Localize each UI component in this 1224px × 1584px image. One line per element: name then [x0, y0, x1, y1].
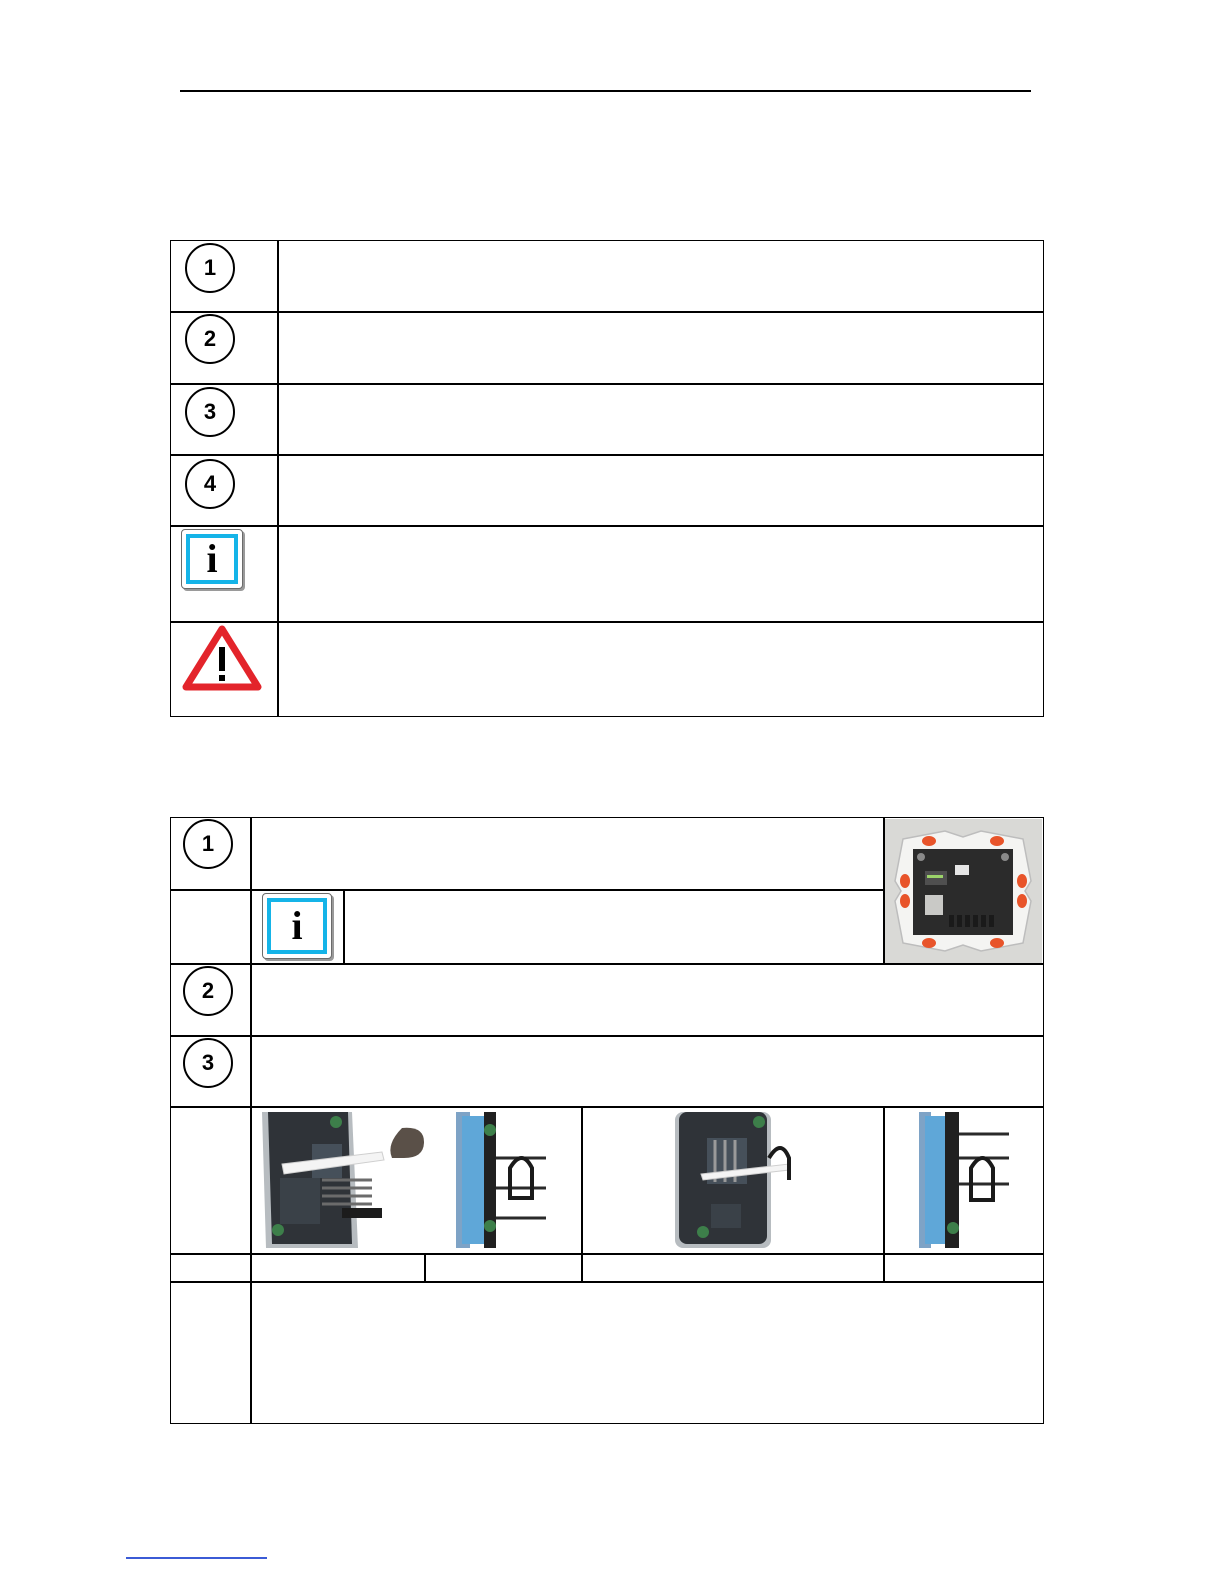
- insert-side-photo: [426, 1108, 580, 1252]
- steps-row-divider: [170, 1253, 1044, 1255]
- footer-link-underline[interactable]: [126, 1557, 267, 1559]
- legend-row-divider: [170, 525, 1044, 527]
- header-rule: [180, 90, 1031, 92]
- info-icon: i: [181, 529, 243, 589]
- step-4-badge: 4: [185, 459, 235, 509]
- insert-back-photo: [252, 1108, 424, 1252]
- insert-back-straight-photo: [583, 1108, 882, 1252]
- step-1-badge: 1: [183, 819, 233, 869]
- insert-side-straight-photo: [885, 1108, 1042, 1252]
- step-1-badge: 1: [185, 243, 235, 293]
- step-2-badge: 2: [183, 966, 233, 1016]
- legend-row-divider: [170, 621, 1044, 623]
- steps-row-divider: [170, 1281, 1044, 1283]
- step-3-badge: 3: [185, 387, 235, 437]
- mounting-frame-photo: [885, 819, 1042, 963]
- info-icon: i: [262, 893, 332, 959]
- step-3-badge: 3: [183, 1038, 233, 1088]
- steps-row-divider: [170, 963, 1044, 965]
- legend-row-divider: [170, 454, 1044, 456]
- info-cell-divider: [343, 889, 345, 963]
- warning-icon: [182, 625, 262, 691]
- steps-row-divider: [170, 889, 883, 891]
- legend-row-divider: [170, 311, 1044, 313]
- photo-column-divider: [424, 1253, 426, 1281]
- steps-row-divider: [170, 1035, 1044, 1037]
- legend-row-divider: [170, 383, 1044, 385]
- step-2-badge: 2: [185, 314, 235, 364]
